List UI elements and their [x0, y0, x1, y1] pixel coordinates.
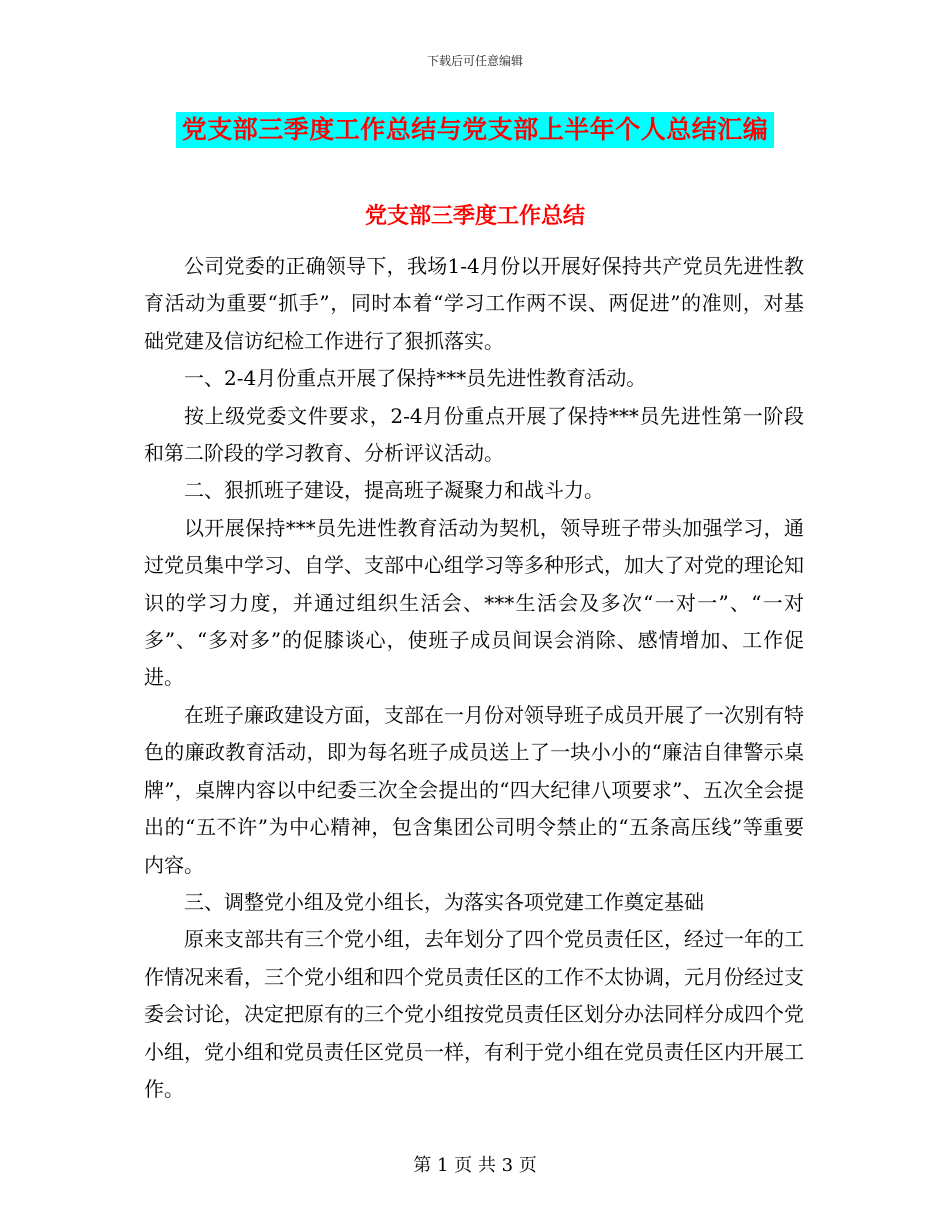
- paragraph-heading-three: 三、调整党小组及党小组长，为落实各项党建工作奠定基础: [184, 889, 704, 914]
- paragraph-intro: 公司党委的正确领导下，我场1-4月份以开展好保持共产党员先进性教育活动为重要“抓手”，同时本着“学习工作两不误、两促进”的准则，对基础党建及信访纪检工作进行了狠抓落实。: [144, 254, 804, 353]
- paragraph-heading-two: 二、狠抓班子建设，提高班子凝聚力和战斗力。: [184, 478, 604, 503]
- document-main-title: 党支部三季度工作总结与党支部上半年个人总结汇编: [176, 112, 775, 148]
- paragraph-heading-one: 一、2-4月份重点开展了保持***员先进性教育活动。: [184, 366, 647, 391]
- current-page-number: 1: [436, 1155, 449, 1176]
- document-body: [144, 248, 804, 1108]
- paragraph-body-two-integrity: 在班子廉政建设方面，支部在一月份对领导班子成员开展了一次别有特色的廉政教育活动，即为每名班子成员送上了一块小小的“廉洁自律警示桌牌”，桌牌内容以中纪委三次全会提出的“四大纪律八项要求”、五次全会提出的“五不许”为中心精神，包含集团公司明令禁止的“五条高压线”等重要内容。: [144, 702, 804, 877]
- header-note: 下载后可任意编辑: [426, 54, 523, 68]
- page-footer: [0, 1154, 950, 1178]
- page-label-prefix: 第: [413, 1155, 432, 1176]
- section-title: 党支部三季度工作总结: [364, 204, 585, 229]
- page-label-mid: 页 共: [454, 1155, 496, 1176]
- paragraph-body-one: 按上级党委文件要求，2-4月份重点开展了保持***员先进性第一阶段和第二阶段的学习教育、分析评议活动。: [144, 403, 804, 466]
- total-pages-number: 3: [501, 1155, 514, 1176]
- paragraph-body-three: 原来支部共有三个党小组，去年划分了四个党员责任区，经过一年的工作情况来看，三个党小组和四个党员责任区的工作不太协调，元月份经过支委会讨论，决定把原有的三个党小组按党员责任区划分办法同样分成四个党小组，党小组和党员责任区党员一样，有利于党小组在党员责任区内开展工作。: [144, 927, 804, 1101]
- paragraph-body-two-study: 以开展保持***员先进性教育活动为契机，领导班子带头加强学习，通过党员集中学习、自学、支部中心组学习等多种形式，加大了对党的理论知识的学习力度，并通过组织生活会、***生活会及多次“一对一”、“一对多”、“多对多”的促膝谈心，使班子成员间误会消除、感情增加、工作促进。: [144, 515, 804, 690]
- page-label-suffix: 页: [518, 1155, 537, 1176]
- main-title-wrapper: [0, 112, 950, 148]
